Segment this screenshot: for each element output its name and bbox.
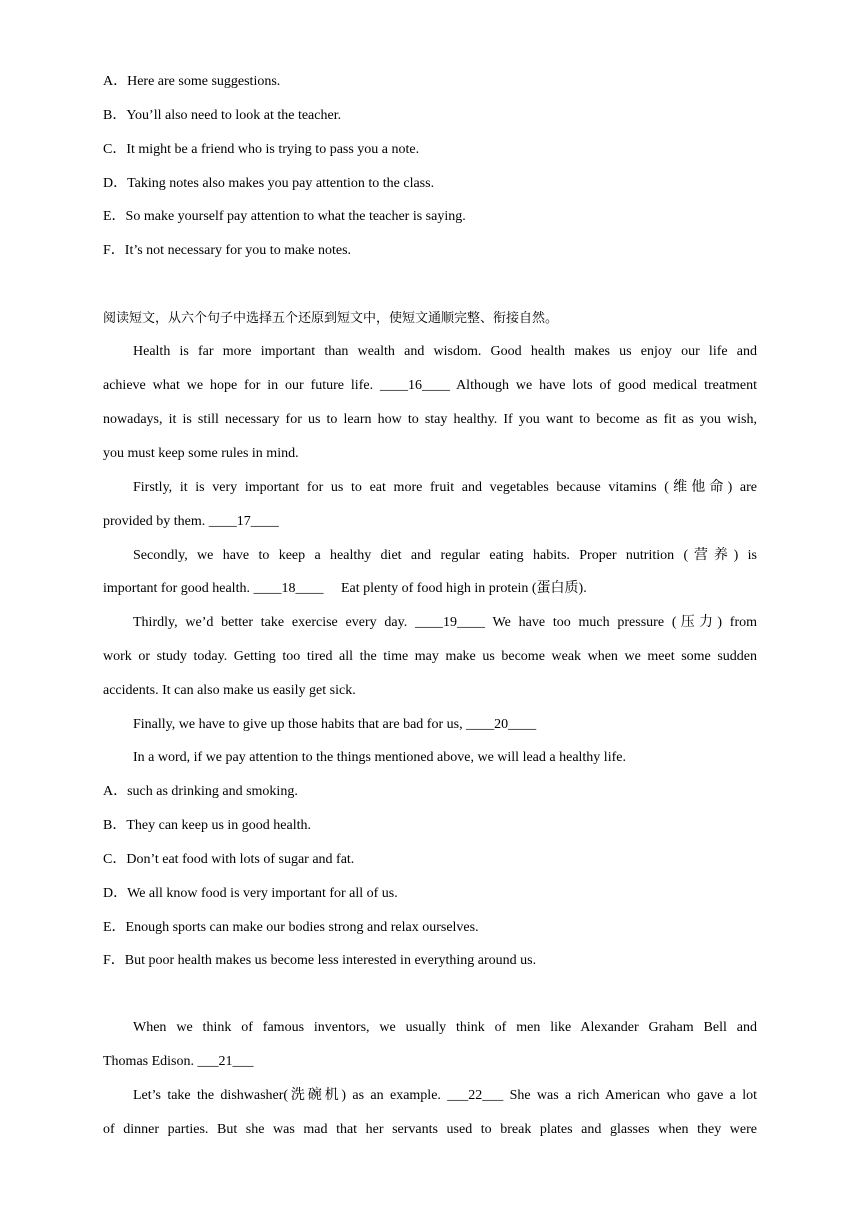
option-f: F．It’s not necessary for you to make notes. bbox=[103, 243, 352, 258]
passage-line: Firstly, it is very important for us to eat more fruit and vegetables because vitamins (维他命) are bbox=[133, 480, 757, 495]
option-d: D．We all know food is very important for all of us. bbox=[103, 886, 398, 901]
option-e: E．Enough sports can make our bodies strong and relax ourselves. bbox=[103, 920, 479, 935]
passage-line: important for good health. ____18____ Eat plenty of food high in protein (蛋白质). bbox=[103, 581, 587, 596]
passage-line: Finally, we have to give up those habits that are bad for us, ____20____ bbox=[133, 717, 537, 732]
option-f: F．But poor health makes us become less interested in everything around us. bbox=[103, 953, 537, 968]
passage-line: Let’s take the dishwasher(洗碗机) as an example. ___22___ She was a rich American who gave a lot bbox=[133, 1088, 757, 1103]
passage-line: of dinner parties. But she was mad that her servants used to break plates and glasses when they were bbox=[103, 1122, 757, 1137]
option-c: C．It might be a friend who is trying to pass you a note. bbox=[103, 142, 420, 157]
option-b: B．They can keep us in good health. bbox=[103, 818, 312, 833]
passage-line: When we think of famous inventors, we usually think of men like Alexander Graham Bell and bbox=[133, 1020, 757, 1035]
passage-line: achieve what we hope for in our future life. ____16____ Although we have lots of good medical treatment bbox=[103, 378, 757, 393]
option-e: E．So make yourself pay attention to what the teacher is saying. bbox=[103, 209, 466, 224]
passage-line: you must keep some rules in mind. bbox=[103, 446, 299, 461]
passage-line: Health is far more important than wealth and wisdom. Good health makes us enjoy our life and bbox=[133, 344, 757, 359]
passage-line: Secondly, we have to keep a healthy diet and regular eating habits. Proper nutrition (营养) is bbox=[133, 548, 757, 563]
passage-line: Thomas Edison. ___21___ bbox=[103, 1054, 254, 1069]
passage-line: nowadays, it is still necessary for us to learn how to stay healthy. If you want to become as fit as you wish, bbox=[103, 412, 757, 427]
passage-line: provided by them. ____17____ bbox=[103, 514, 279, 529]
option-a: A．Here are some suggestions. bbox=[103, 74, 281, 89]
option-b: B．You’ll also need to look at the teacher. bbox=[103, 108, 342, 123]
passage-line: In a word, if we pay attention to the things mentioned above, we will lead a healthy life. bbox=[133, 750, 626, 765]
option-c: C．Don’t eat food with lots of sugar and fat. bbox=[103, 852, 355, 867]
option-d: D．Taking notes also makes you pay attention to the class. bbox=[103, 176, 435, 191]
passage-line: Thirdly, we’d better take exercise every day. ____19____ We have too much pressure (压力) from bbox=[133, 615, 757, 630]
passage-line: work or study today. Getting too tired all the time may make us become weak when we meet some sudden bbox=[103, 649, 757, 664]
option-a: A．such as drinking and smoking. bbox=[103, 784, 298, 799]
instruction: 阅读短文，从六个句子中选择五个还原到短文中，使短文通顺完整、衔接自然。 bbox=[103, 311, 559, 326]
passage-line: accidents. It can also make us easily get sick. bbox=[103, 683, 356, 698]
